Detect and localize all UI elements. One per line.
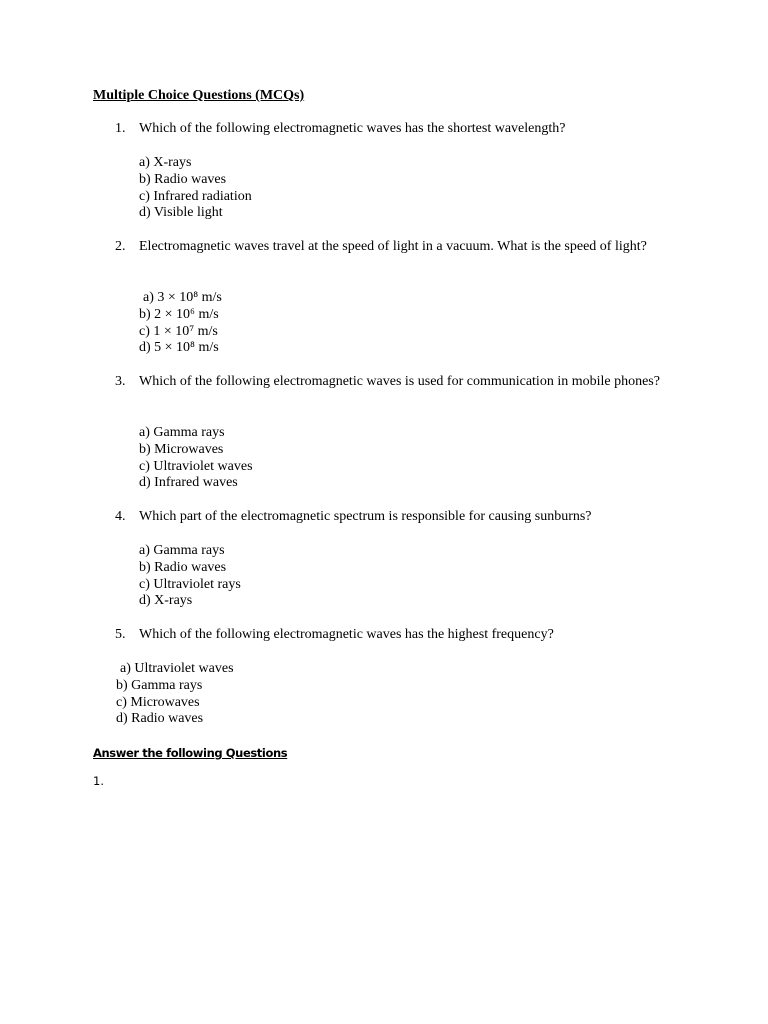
- question-text: Electromagnetic waves travel at the speed of light in a vacuum. What is the speed of light?: [139, 239, 647, 254]
- option-d: d) X-rays: [139, 593, 193, 609]
- option-d: d) Visible light: [139, 205, 223, 221]
- options-list-2: [139, 290, 222, 357]
- question-text: Which part of the electromagnetic spectrum is responsible for causing sunburns?: [139, 509, 592, 524]
- answer-item-1: 1.: [93, 774, 104, 788]
- option-b: b) Microwaves: [139, 441, 224, 457]
- option-b: b) Radio waves: [139, 559, 227, 575]
- options-list-5: [116, 661, 234, 728]
- question-number: 1.: [115, 121, 126, 136]
- option-c: c) Microwaves: [116, 694, 200, 710]
- option-a: a) Ultraviolet waves: [120, 661, 234, 676]
- option-b: b) Radio waves: [139, 171, 227, 187]
- options-list-4: [139, 543, 241, 610]
- option-d: d) Radio waves: [116, 711, 204, 727]
- option-a: a) Gamma rays: [139, 543, 225, 558]
- question-text: Which of the following electromagnetic waves is used for communication in mobile phones?: [139, 374, 660, 389]
- mcq-heading: Multiple Choice Questions (MCQs): [93, 88, 305, 103]
- option-d: d) Infrared waves: [139, 475, 238, 491]
- answer-section-heading: Answer the following Questions: [93, 746, 288, 760]
- question-text: Which of the following electromagnetic waves has the shortest wavelength?: [139, 121, 566, 136]
- option-c: c) Infrared radiation: [139, 188, 252, 204]
- question-number: 5.: [115, 627, 126, 642]
- option-c: c) Ultraviolet waves: [139, 458, 253, 474]
- option-a: a) X-rays: [139, 155, 192, 170]
- options-list-3: [139, 425, 253, 492]
- options-list-1: [139, 155, 252, 222]
- question-number: 2.: [115, 239, 126, 254]
- option-b: b) Gamma rays: [116, 677, 203, 693]
- option-b: b) 2 × 10⁶ m/s: [139, 306, 219, 322]
- question-number: 3.: [115, 374, 126, 389]
- option-a: a) 3 × 10⁸ m/s: [143, 290, 222, 305]
- option-d: d) 5 × 10⁸ m/s: [139, 340, 219, 356]
- option-c: c) Ultraviolet rays: [139, 576, 241, 592]
- question-text: Which of the following electromagnetic waves has the highest frequency?: [139, 627, 554, 642]
- option-a: a) Gamma rays: [139, 425, 225, 440]
- option-c: c) 1 × 10⁷ m/s: [139, 323, 218, 339]
- question-number: 4.: [115, 509, 126, 524]
